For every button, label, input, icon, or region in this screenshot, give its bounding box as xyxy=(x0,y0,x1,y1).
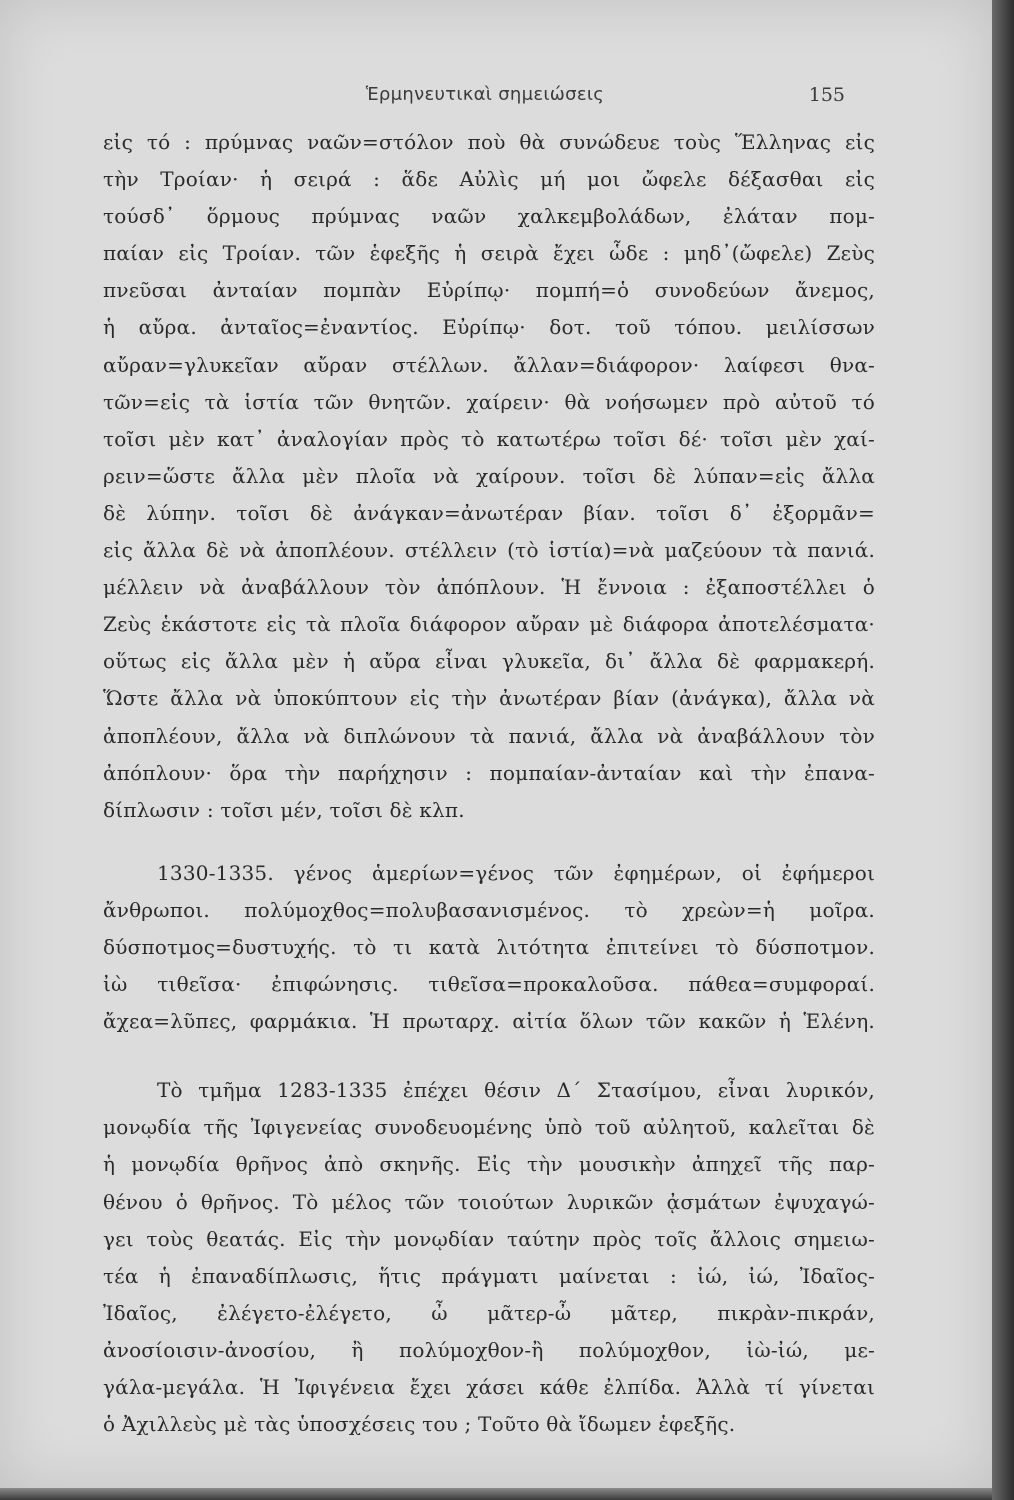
paragraph-commentary-3 xyxy=(103,1072,875,1443)
text-line: οὕτως εἰς ἄλλα μὲν ἡ αὔρα εἶναι γλυκεῖα, δι᾽ ἄλλα δὲ φαρμακερή. xyxy=(103,649,875,674)
text-line: μονῳδία τῆς Ἰφιγενείας συνοδευομένης ὑπὸ τοῦ αὐλητοῦ, καλεῖται δὲ xyxy=(103,1115,875,1140)
text-line: αὔραν=γλυκεῖαν αὔραν στέλλων. ἄλλαν=διάφορον· λαίφεσι θνα- xyxy=(103,352,875,377)
text-line: ἰὼ τιθεῖσα· ἐπιφώνησις. τιθεῖσα=προκαλοῦσα. πάθεα=συμφοραί. xyxy=(103,972,875,997)
text-line: τοῖσι μὲν κατ᾽ ἀναλογίαν πρὸς τὸ κατωτέρω τοῖσι δέ· τοῖσι μὲν χαί- xyxy=(103,426,875,451)
text-line: ἄχεα=λῦπες, φαρμάκια. Ἡ πρωταρχ. αἰτία ὅλων τῶν κακῶν ἡ Ἑλένη. xyxy=(103,1009,875,1034)
text-line: ἀποπλέουν, ἄλλα νὰ διπλώνουν τὰ πανιά, ἄλλα νὰ ἀναβάλλουν τὸν xyxy=(103,723,875,748)
paragraph-commentary-1 xyxy=(103,124,875,829)
text-line: ὁ Ἀχιλλεὺς μὲ τὰς ὑποσχέσεις του ; Τοῦτο θὰ ἴδωμεν ἑφεξῆς. xyxy=(103,1412,736,1437)
paragraph-gap xyxy=(103,829,875,855)
text-line: δὲ λύπην. τοῖσι δὲ ἀνάγκαν=ἀνωτέραν βίαν. τοῖσι δ᾽ ἐξορμᾶν= xyxy=(103,500,875,525)
text-line: γάλα-μεγάλα. Ἡ Ἰφιγένεια ἔχει χάσει κάθε ἐλπίδα. Ἀλλὰ τί γίνεται xyxy=(103,1375,875,1399)
body-text xyxy=(103,124,875,1443)
text-line: πνεῦσαι ἀνταίαν πομπὰν Εὐρίπῳ· πομπή=ὁ συνοδεύων ἄνεμος, xyxy=(103,278,875,303)
paragraph-gap xyxy=(103,1040,875,1072)
page-number: 155 xyxy=(808,84,845,106)
running-head-title: Ἑρμηνευτικαὶ σημειώσεις xyxy=(365,84,605,105)
text-line: μέλλειν νὰ ἀναβάλλουν τὸν ἀπόπλουν. Ἡ ἔννοια : ἐξαποστέλλει ὁ xyxy=(103,575,875,600)
text-line: δύσποτμος=δυστυχής. τὸ τι κατὰ λιτότητα ἐπιτείνει τὸ δύσποτμον. xyxy=(103,934,875,959)
running-head xyxy=(100,84,870,114)
text-line: παίαν εἰς Τροίαν. τῶν ἑφεξῆς ἡ σειρὰ ἔχει ὧδε : μηδ᾽(ὤφελε) Ζεὺς xyxy=(103,241,875,266)
text-line: ρειν=ὥστε ἄλλα μὲν πλοῖα νὰ χαίρουν. τοῖσι δὲ λύπαν=εἰς ἄλλα xyxy=(103,463,875,488)
text-line: τῶν=εἰς τὰ ἱστία τῶν θνητῶν. χαίρειν· θὰ νοήσωμεν πρὸ αὐτοῦ τό xyxy=(103,389,875,414)
page-bottom-shadow xyxy=(0,1488,992,1500)
text-line: ἡ αὔρα. ἀνταῖος=ἐναντίος. Εὐρίπῳ· δοτ. τοῦ τόπου. μειλίσσων xyxy=(103,315,875,340)
text-line: ἀνοσίοισιν-ἀνοσίου, ἢ πολύμοχθον-ἢ πολύμοχθον, ἰὼ-ἰώ, με- xyxy=(103,1337,875,1362)
text-line: ἄνθρωποι. πολύμοχθος=πολυβασανισμένος. τὸ χρεὼν=ἡ μοῖρα. xyxy=(103,897,875,922)
text-line: δίπλωσιν : τοῖσι μέν, τοῖσι δὲ κλπ. xyxy=(103,797,465,822)
text-line: ἀπόπλουν· ὅρα τὴν παρήχησιν : πομπαίαν-ἀνταίαν καὶ τὴν ἐπανα- xyxy=(103,760,875,785)
text-line: Ὥστε ἄλλα νὰ ὑποκύπτουν εἰς τὴν ἀνωτέραν βίαν (ἀνάγκα), ἄλλα νὰ xyxy=(103,686,875,711)
text-line: γει τοὺς θεατάς. Εἰς τὴν μονῳδίαν ταύτην πρὸς τοῖς ἄλλοις σημειω- xyxy=(103,1226,875,1251)
text-line: τούσδ᾽ ὅρμους πρύμνας ναῶν χαλκεμβολάδων, ἐλάταν πομ- xyxy=(103,204,875,229)
text-line: ἡ μονῳδία θρῆνος ἀπὸ σκηνῆς. Εἰς τὴν μουσικὴν ἀπηχεῖ τῆς παρ- xyxy=(103,1152,875,1177)
text-line: Τὸ τμῆμα 1283-1335 ἐπέχει θέσιν Δ΄ Στασίμου, εἶναι λυρικόν, xyxy=(157,1078,875,1103)
text-line: εἰς τό : πρύμνας ναῶν=στόλον ποὺ θὰ συνώδευε τοὺς Ἕλληνας εἰς xyxy=(103,130,875,154)
text-line: θένου ὁ θρῆνος. Τὸ μέλος τῶν τοιούτων λυρικῶν ᾀσμάτων ἐψυχαγώ- xyxy=(103,1189,875,1214)
page-edge-shadow xyxy=(992,0,1014,1500)
text-line: τὴν Τροίαν· ἡ σειρά : ἅδε Αὐλὶς μή μοι ὤφελε δέξασθαι εἰς xyxy=(103,167,875,192)
text-line: Ζεὺς ἑκάστοτε εἰς τὰ πλοῖα διάφορον αὔραν μὲ διάφορα ἀποτελέσματα· xyxy=(103,612,875,637)
text-line: Ἰδαῖος, ἐλέγετο-ἐλέγετο, ὦ μᾶτερ-ὦ μᾶτερ, πικρὰν-πικράν, xyxy=(103,1300,875,1325)
text-line: εἰς ἄλλα δὲ νὰ ἀποπλέουν. στέλλειν (τὸ ἱστία)=νὰ μαζεύουν τὰ πανιά. xyxy=(103,538,875,563)
text-line: 1330-1335. γένος ἁμερίων=γένος τῶν ἐφημέρων, οἱ ἐφήμεροι xyxy=(157,860,875,885)
paragraph-commentary-2 xyxy=(103,855,875,1040)
text-line: τέα ἡ ἐπαναδίπλωσις, ἥτις πράγματι μαίνεται : ἰώ, ἰώ, Ἰδαῖος- xyxy=(103,1263,875,1288)
